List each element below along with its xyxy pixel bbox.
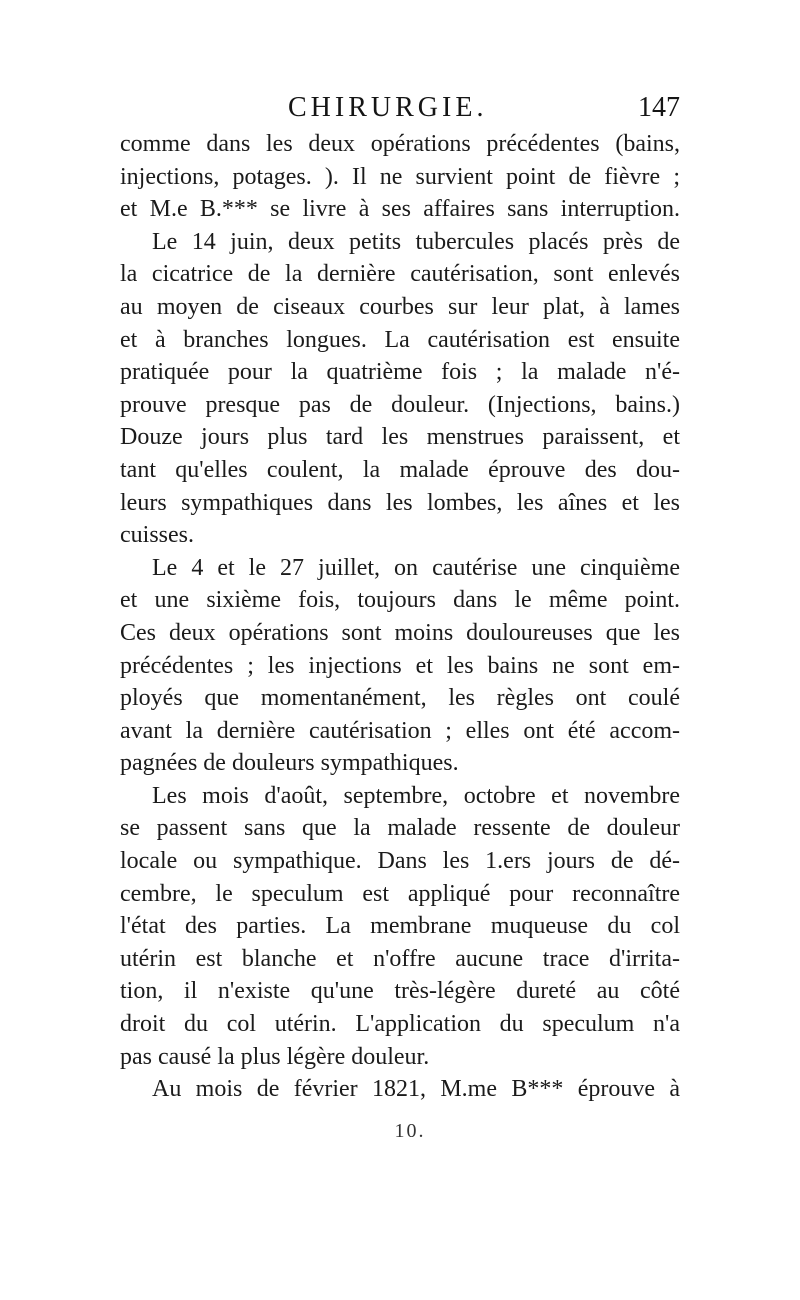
text-line: pratiquée pour la quatrième fois ; la malade n'é- bbox=[120, 359, 680, 386]
text-line: tant qu'elles coulent, la malade éprouve des dou- bbox=[120, 456, 680, 483]
text-line: l'état des parties. La membrane muqueuse du col bbox=[120, 913, 680, 940]
page-number: 147 bbox=[638, 92, 680, 123]
text-line: locale ou sympathique. Dans les 1.ers jours de dé- bbox=[120, 848, 680, 875]
text-line: cuisses. bbox=[120, 522, 194, 549]
text-line: la cicatrice de la dernière cautérisation, sont enlevés bbox=[120, 261, 680, 288]
text-line: et une sixième fois, toujours dans le même point. bbox=[120, 587, 680, 614]
text-line: cembre, le speculum est appliqué pour reconnaître bbox=[120, 880, 680, 907]
text-line: Les mois d'août, septembre, octobre et novembre bbox=[152, 782, 680, 809]
text-line: utérin est blanche et n'offre aucune trace d'irrita- bbox=[120, 945, 680, 972]
text-line: et à branches longues. La cautérisation est ensuite bbox=[120, 326, 680, 353]
text-line: Ces deux opérations sont moins douloureuses que les bbox=[120, 619, 680, 646]
text-line: pas causé la plus légère douleur. bbox=[120, 1043, 430, 1070]
text-line: au moyen de ciseaux courbes sur leur plat, à lames bbox=[120, 293, 680, 320]
text-line: Le 4 et le 27 juillet, on cautérise une cinquième bbox=[152, 554, 680, 581]
text-line: prouve presque pas de douleur. (Injections, bains.) bbox=[120, 391, 680, 418]
running-title: CHIRURGIE. bbox=[288, 92, 488, 123]
text-line: Au mois de février 1821, M.me B*** éprouve à bbox=[152, 1076, 680, 1103]
text-line: ployés que momentanément, les règles ont coulé bbox=[120, 685, 680, 712]
text-line: Douze jours plus tard les menstrues paraissent, et bbox=[120, 424, 680, 451]
text-line: se passent sans que la malade ressente de douleur bbox=[120, 815, 680, 842]
text-line: comme dans les deux opérations précédentes (bains, bbox=[120, 131, 680, 157]
text-line: tion, il n'existe qu'une très-légère dureté au côté bbox=[120, 978, 680, 1005]
text-line: et M.e B.*** se livre à ses affaires sans interruption. bbox=[120, 196, 680, 223]
text-line: précédentes ; les injections et les bains ne sont em- bbox=[120, 652, 680, 679]
text-line: injections, potages. ). Il ne survient point de fièvre ; bbox=[120, 163, 680, 190]
signature-mark: 10. bbox=[394, 1120, 426, 1142]
text-line: pagnées de douleurs sympathiques. bbox=[120, 750, 459, 777]
text-line: droit du col utérin. L'application du speculum n'a bbox=[120, 1011, 680, 1038]
body-text bbox=[120, 128, 680, 1106]
page-header bbox=[120, 92, 680, 132]
text-line: Le 14 juin, deux petits tubercules placés près de bbox=[152, 228, 680, 255]
text-line: avant la dernière cautérisation ; elles ont été accom- bbox=[120, 717, 680, 744]
text-line: leurs sympathiques dans les lombes, les aînes et les bbox=[120, 489, 680, 516]
